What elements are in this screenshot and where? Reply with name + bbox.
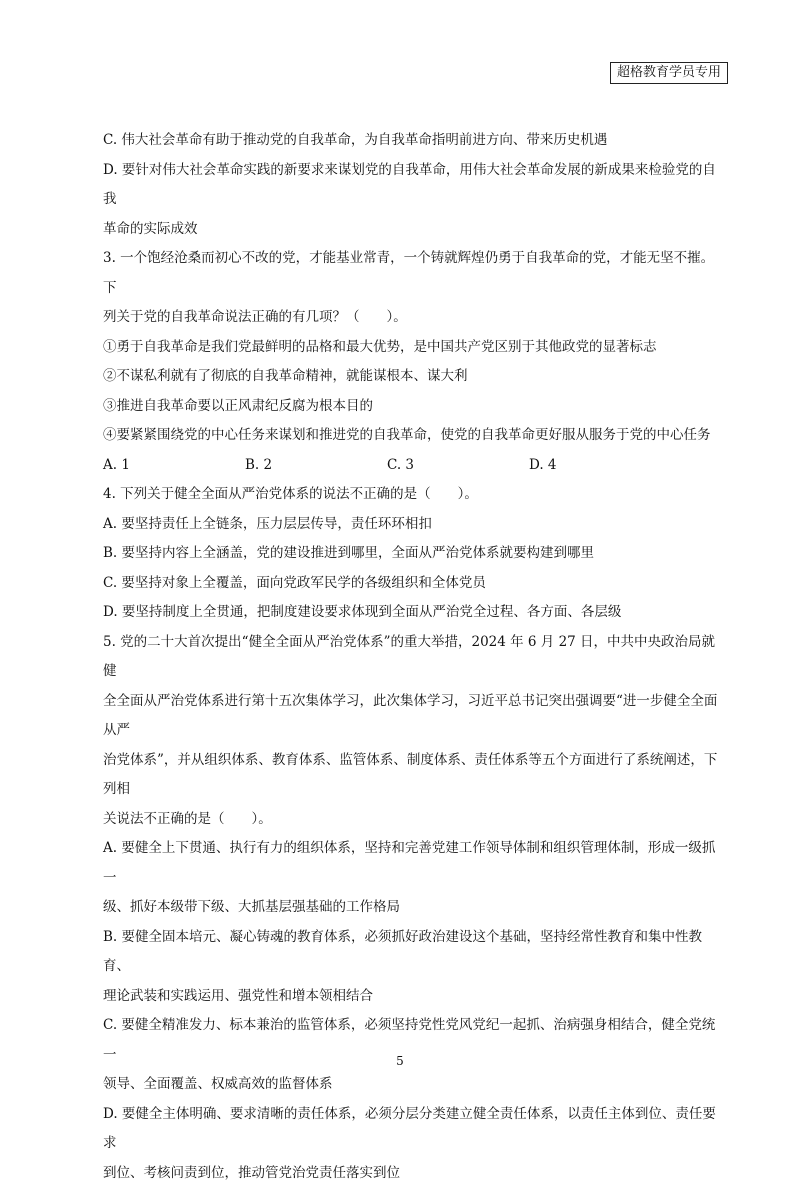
text-line: A. 要健全上下贯通、执行有力的组织体系，坚持和完善党建工作领导体制和组织管理体制，形成一级抓一 xyxy=(103,834,719,893)
text-line: B. 要坚持内容上全涵盖，党的建设推进到哪里，全面从严治党体系就要构建到哪里 xyxy=(103,539,719,569)
text-line: ③推进自我革命要以正风肃纪反腐为根本目的 xyxy=(103,392,719,422)
text-line-continuation: 理论武装和实践运用、强党性和增本领相结合 xyxy=(103,982,719,1012)
text-line-continuation: 到位、考核问责到位，推动管党治党责任落实到位 xyxy=(103,1159,719,1188)
text-line-continuation: 治党体系”，并从组织体系、教育体系、监管体系、制度体系、责任体系等五个方面进行了系统阐述，下列相 xyxy=(103,746,719,805)
text-line-continuation: 列关于党的自我革命说法正确的有几项？（ ）。 xyxy=(103,303,719,333)
answer-option: D. 4 xyxy=(529,451,671,481)
text-line: B. 要健全固本培元、凝心铸魂的教育体系，必须抓好政治建设这个基础，坚持经常性教育和集中性教育、 xyxy=(103,923,719,982)
text-line-continuation: 级、抓好本级带下级、大抓基层强基础的工作格局 xyxy=(103,893,719,923)
text-line: 3. 一个饱经沧桑而初心不改的党，才能基业常青，一个铸就辉煌仍勇于自我革命的党，才能无坚不摧。下 xyxy=(103,244,719,303)
text-line: ①勇于自我革命是我们党最鲜明的品格和最大优势，是中国共产党区别于其他政党的显著标志 xyxy=(103,333,719,363)
text-line: D. 要针对伟大社会革命实践的新要求来谋划党的自我革命，用伟大社会革命发展的新成果来检验党的自我 xyxy=(103,156,719,215)
text-line: ④要紧紧围绕党的中心任务来谋划和推进党的自我革命，使党的自我革命更好服从服务于党的中心任务 xyxy=(103,421,719,451)
text-line: 4. 下列关于健全全面从严治党体系的说法不正确的是（ ）。 xyxy=(103,480,719,510)
text-line: C. 伟大社会革命有助于推动党的自我革命，为自我革命指明前进方向、带来历史机遇 xyxy=(103,126,719,156)
text-line: ②不谋私利就有了彻底的自我革命精神，就能谋根本、谋大利 xyxy=(103,362,719,392)
text-line: D. 要健全主体明确、要求清晰的责任体系，必须分层分类建立健全责任体系，以责任主体到位、责任要求 xyxy=(103,1100,719,1159)
answer-option: B. 2 xyxy=(245,451,387,481)
exclusive-badge: 超格教育学员专用 xyxy=(610,62,728,84)
document-body xyxy=(103,126,719,1188)
text-line: A. 要坚持责任上全链条，压力层层传导，责任环环相扣 xyxy=(103,510,719,540)
text-line: D. 要坚持制度上全贯通，把制度建设要求体现到全面从严治党全过程、各方面、各层级 xyxy=(103,598,719,628)
text-line: C. 要坚持对象上全覆盖，面向党政军民学的各级组织和全体党员 xyxy=(103,569,719,599)
page-number: 5 xyxy=(0,1054,800,1068)
answer-options xyxy=(103,451,719,481)
text-line: 5. 党的二十大首次提出“健全全面从严治党体系”的重大举措，2024 年 6 月 27 日，中共中央政治局就健 xyxy=(103,628,719,687)
answer-option: C. 3 xyxy=(387,451,529,481)
text-line-continuation: 领导、全面覆盖、权威高效的监督体系 xyxy=(103,1070,719,1100)
text-line: C. 要健全精准发力、标本兼治的监管体系，必须坚持党性党风党纪一起抓、治病强身相结合，健全党统一 xyxy=(103,1011,719,1070)
text-line-continuation: 革命的实际成效 xyxy=(103,215,719,245)
text-line-continuation: 关说法不正确的是（ ）。 xyxy=(103,805,719,835)
answer-option: A. 1 xyxy=(103,451,245,481)
text-line-continuation: 全全面从严治党体系进行第十五次集体学习，此次集体学习，习近平总书记突出强调要“进一步健全全面从严 xyxy=(103,687,719,746)
